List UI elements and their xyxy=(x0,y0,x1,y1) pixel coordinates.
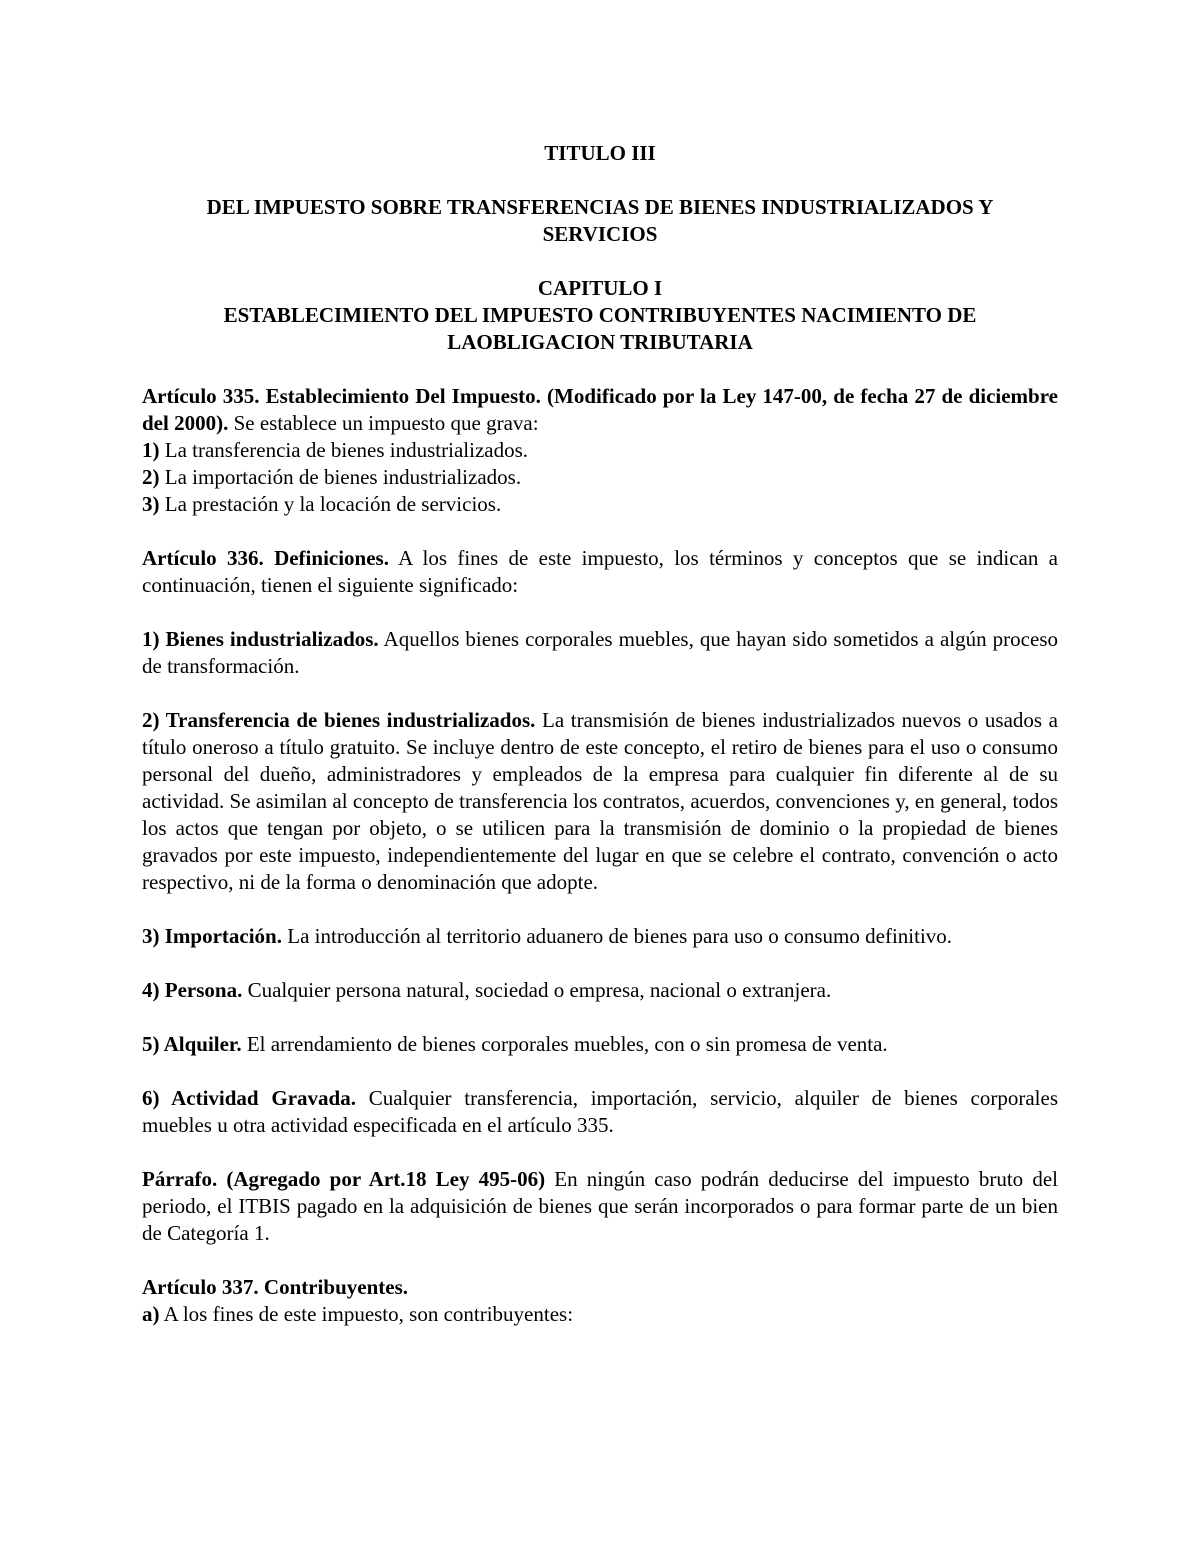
parrafo-heading: Párrafo. (Agregado por Art.18 Ley 495-06) xyxy=(142,1167,546,1191)
item-number: 1) xyxy=(142,438,160,462)
item-text: La prestación y la locación de servicios. xyxy=(159,492,502,516)
definition-6 xyxy=(142,1085,1058,1139)
item-number: 2) xyxy=(142,465,160,489)
chapter-title-line-1: ESTABLECIMIENTO DEL IMPUESTO CONTRIBUYENTES NACIMIENTO DE xyxy=(223,303,977,327)
definition-4 xyxy=(142,977,1058,1004)
parrafo xyxy=(142,1166,1058,1247)
definition-text: Cualquier transferencia, importación, servicio, alquiler de bienes corporales muebles u otra actividad especificada en el artículo 335. xyxy=(142,1086,1059,1137)
title-titulo: TITULO III xyxy=(544,141,656,165)
parrafo-text: En ningún caso podrán deducirse del impuesto bruto del periodo, el ITBIS pagado en la adquisición de bienes que serán incorporados o para formar parte de un bien de Categoría 1. xyxy=(142,1167,1058,1245)
definition-term: 5) Alquiler. xyxy=(142,1032,242,1056)
item-letter: a) xyxy=(142,1302,160,1326)
article-335-item-3 xyxy=(142,491,1058,518)
definition-term: 2) Transferencia de bienes industrializados. xyxy=(142,708,536,732)
definition-term: 6) Actividad Gravada. xyxy=(142,1086,356,1110)
item-text: La importación de bienes industrializados. xyxy=(159,465,522,489)
item-text: La transferencia de bienes industrializados. xyxy=(159,438,529,462)
definition-text: Cualquier persona natural, sociedad o empresa, nacional o extranjera. xyxy=(242,978,832,1002)
definition-3 xyxy=(142,923,1058,950)
definition-2 xyxy=(142,707,1058,896)
definition-term: 4) Persona. xyxy=(142,978,243,1002)
definition-text: El arrendamiento de bienes corporales muebles, con o sin promesa de venta. xyxy=(241,1032,888,1056)
article-337-heading xyxy=(142,1274,1058,1301)
article-335-item-2 xyxy=(142,464,1058,491)
article-335-heading: Artículo 335. Establecimiento Del Impuesto. (Modificado por la Ley 147-00, de fecha 27 de diciembre del 2000). xyxy=(142,384,1058,435)
definition-term: 3) Importación. xyxy=(142,924,282,948)
definition-text: La transmisión de bienes industrializados nuevos o usados a título oneroso a título gratuito. Se incluye dentro de este concepto, el retiro de bienes para el uso o consumo personal del dueño, administradores y empleados de la empresa para cualquier fin diferente al de su actividad. Se asimilan al concepto de transferencia los contratos, acuerdos, convenciones y, en general, todos los actos que tengan por objeto, o se utilicen para la transmisión de dominio o la propiedad de bienes gravados por este impuesto, independientemente del lugar en que se celebre el contrato, convención o acto respectivo, ni de la forma o denominación que adopte. xyxy=(142,708,1059,894)
article-336 xyxy=(142,545,1058,599)
definition-text: La introducción al territorio aduanero de bienes para uso o consumo definitivo. xyxy=(282,924,953,948)
definition-text: Aquellos bienes corporales muebles, que hayan sido sometidos a algún proceso de transformación. xyxy=(142,627,1058,678)
article-336-text: A los fines de este impuesto, los términos y conceptos que se indican a continuación, tienen el siguiente significado: xyxy=(142,546,1058,597)
item-text: A los fines de este impuesto, son contribuyentes: xyxy=(159,1302,574,1326)
chapter-title-line-2: LAOBLIGACION TRIBUTARIA xyxy=(447,330,753,354)
article-335-text: Se establece un impuesto que grava: xyxy=(228,411,539,435)
subtitle-line-2: SERVICIOS xyxy=(542,222,658,246)
subtitle-line-1: DEL IMPUESTO SOBRE TRANSFERENCIAS DE BIENES INDUSTRIALIZADOS Y xyxy=(206,195,994,219)
item-number: 3) xyxy=(142,492,160,516)
definition-1 xyxy=(142,626,1058,680)
article-336-heading: Artículo 336. Definiciones. xyxy=(142,546,389,570)
article-335 xyxy=(142,383,1058,437)
article-335-item-1 xyxy=(142,437,1058,464)
definition-term: 1) Bienes industrializados. xyxy=(142,627,379,651)
document-body xyxy=(142,140,1058,1328)
title-capitulo: CAPITULO I xyxy=(537,276,663,300)
article-337-item-a xyxy=(142,1301,1058,1328)
definition-5 xyxy=(142,1031,1058,1058)
article-337-heading-text: Artículo 337. Contribuyentes. xyxy=(142,1275,408,1299)
